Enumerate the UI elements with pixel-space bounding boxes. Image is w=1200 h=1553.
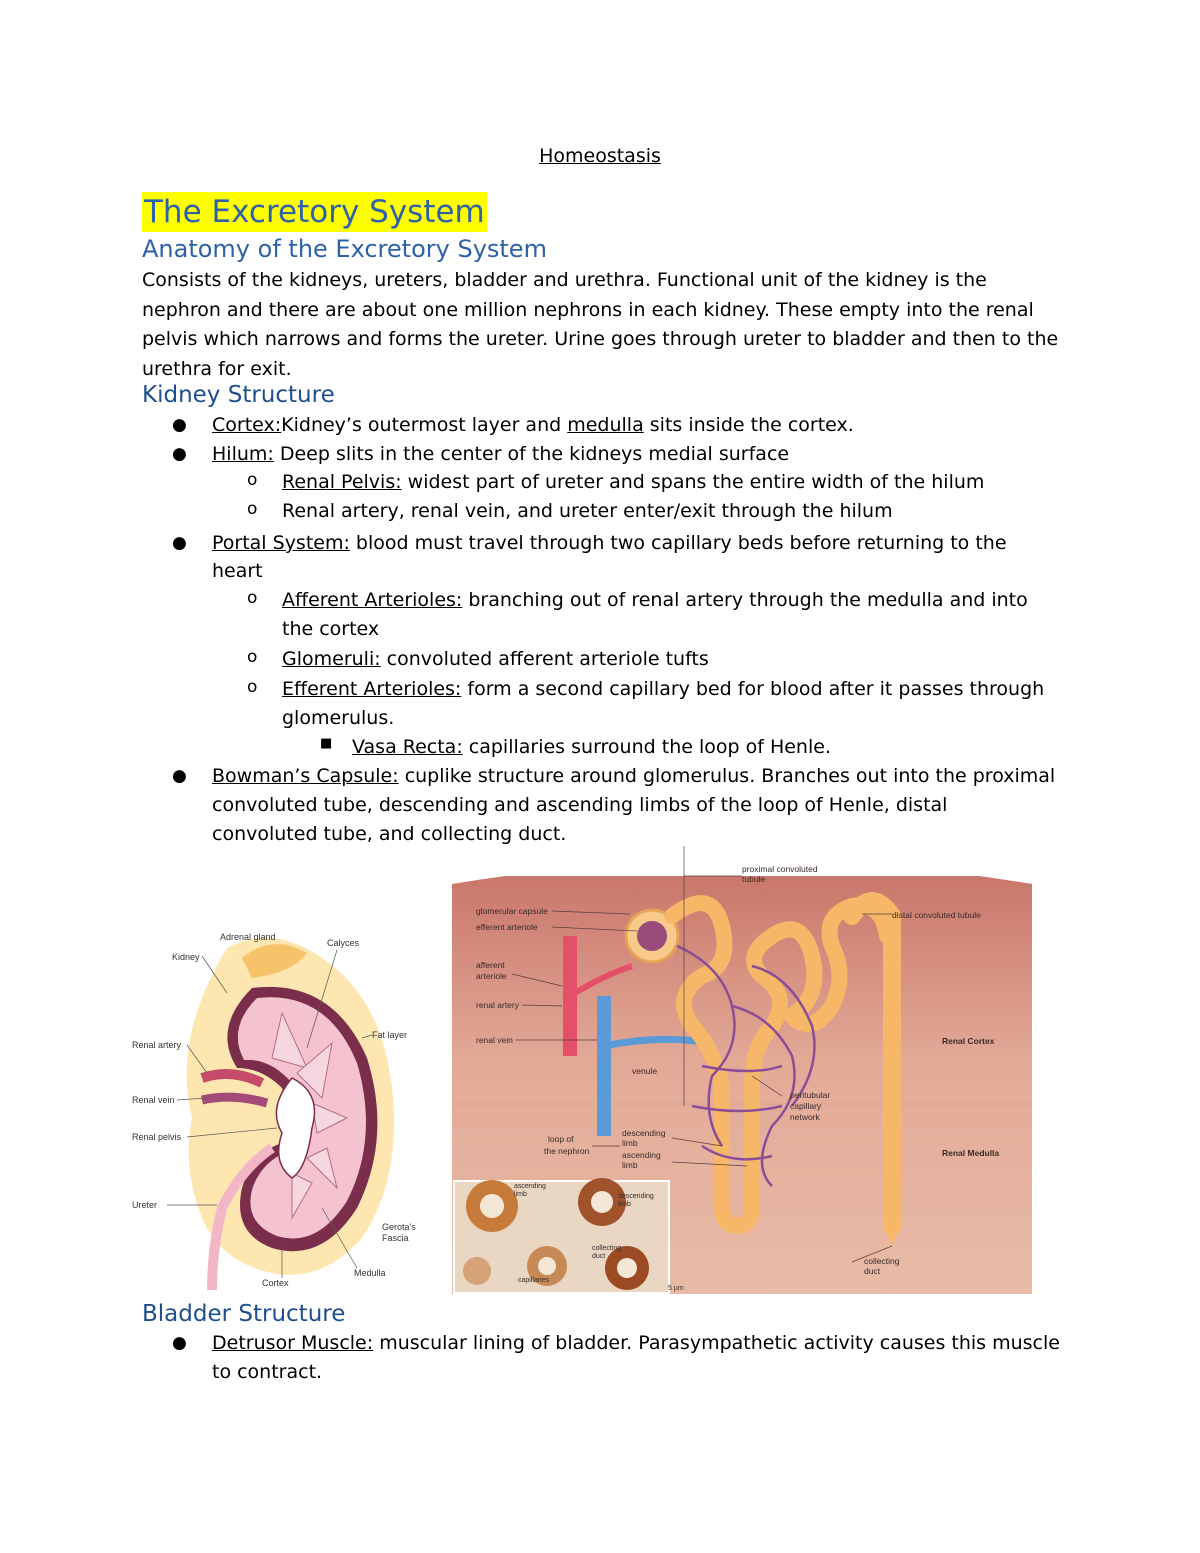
- bowman-text-2: convoluted tube, descending and ascending limbs of the loop of Henle, distal: [212, 794, 948, 816]
- bullet-disc-icon: ●: [172, 533, 187, 553]
- list-item-afferent: [282, 586, 1028, 616]
- label-fat-layer: Fat layer: [372, 1030, 408, 1040]
- list-item-cortex: [212, 411, 854, 441]
- bowman-text-3: convoluted tube, and collecting duct.: [212, 823, 567, 845]
- label-ascending-2: limb: [622, 1160, 638, 1170]
- label-micro-collecting-1: collecting: [592, 1245, 622, 1252]
- label-afferent-1: afferent: [476, 960, 505, 970]
- term-afferent: Afferent Arterioles:: [282, 589, 463, 611]
- bullet-disc-icon: ●: [172, 415, 187, 435]
- label-renal-vein: Renal vein: [132, 1095, 175, 1105]
- anatomy-heading: Anatomy of the Excretory System: [142, 235, 547, 263]
- label-gerotas: Gerota's: [382, 1222, 416, 1232]
- term-detrusor: Detrusor Muscle:: [212, 1332, 374, 1354]
- label-adrenal-gland: Adrenal gland: [220, 932, 276, 942]
- detrusor-text-1: muscular lining of bladder. Parasympathetic activity causes this muscle: [373, 1332, 1060, 1354]
- afferent-text-2: the cortex: [282, 618, 380, 640]
- cortex-text-b: sits inside the cortex.: [643, 414, 854, 436]
- portal-text-1: blood must travel through two capillary beds before returning to the: [349, 532, 1007, 554]
- label-ascending-1: ascending: [622, 1150, 661, 1160]
- list-item-hilum: [212, 440, 789, 470]
- list-item-renal-artery: Renal artery, renal vein, and ureter enter/exit through the hilum: [282, 500, 893, 522]
- label-glomerular-capsule: glomerular capsule: [476, 906, 548, 916]
- bullet-circle-icon: o: [247, 499, 258, 519]
- label-descending-2: limb: [622, 1138, 638, 1148]
- term-hilum: Hilum:: [212, 443, 274, 465]
- list-item-bowmans-capsule: [212, 762, 1055, 792]
- label-renal-cortex: Renal Cortex: [942, 1036, 995, 1046]
- glomerulus-shape: [637, 921, 667, 951]
- label-micro-ascending-2: limb: [514, 1191, 527, 1198]
- label-renal-medulla: Renal Medulla: [942, 1148, 1000, 1158]
- label-collecting-2: duct: [864, 1266, 881, 1276]
- term-vasa-recta: Vasa Recta:: [352, 736, 463, 758]
- label-descending-1: descending: [622, 1128, 666, 1138]
- main-heading: The Excretory System: [144, 194, 485, 230]
- label-calyces: Calyces: [327, 938, 360, 948]
- bullet-square-icon: ■: [320, 736, 333, 751]
- bullet-disc-icon: ●: [172, 1333, 187, 1353]
- label-micro-descending-1: descending: [618, 1193, 654, 1200]
- list-item-detrusor: [212, 1329, 1060, 1359]
- list-item-efferent: [282, 675, 1044, 705]
- vasa-recta-text: capillaries surround the loop of Henle.: [462, 736, 831, 758]
- term-cortex: Cortex:: [212, 414, 282, 436]
- label-peritubular-1: peritubular: [790, 1090, 831, 1100]
- label-ureter: Ureter: [132, 1200, 158, 1210]
- bullet-disc-icon: ●: [172, 766, 187, 786]
- list-item-glomeruli: [282, 645, 709, 675]
- anatomy-paragraph: Consists of the kidneys, ureters, bladder and urethra. Functional unit of the kidney is the nephron and there are about one million nephrons in each kidney. These empty into the renal pelvis which narrows and forms the ureter. Urine goes through ureter to bladder and then to the urethra for exit.: [142, 269, 1059, 380]
- bullet-circle-icon: o: [247, 677, 258, 697]
- label-peritubular-2: capillary: [790, 1101, 822, 1111]
- cortex-text-a: Kidney’s outermost layer and: [281, 414, 568, 436]
- label-medulla: Medulla: [354, 1268, 386, 1278]
- term-medulla: medulla: [567, 414, 644, 436]
- term-glomeruli: Glomeruli:: [282, 648, 381, 670]
- efferent-text-1: form a second capillary bed for blood after it passes through: [461, 678, 1045, 700]
- label-peritubular-3: network: [790, 1112, 820, 1122]
- nephron-diagram-figure: [452, 846, 1032, 1294]
- label-renal-vein: renal vein: [476, 1035, 513, 1045]
- list-item-vasa-recta: [352, 733, 831, 763]
- term-portal-system: Portal System:: [212, 532, 350, 554]
- label-micro-capillaries: capillaries: [518, 1277, 550, 1284]
- glomeruli-text: convoluted afferent arteriole tufts: [380, 648, 709, 670]
- label-collecting-1: collecting: [864, 1256, 900, 1266]
- label-micro-collecting-2: duct: [592, 1253, 606, 1260]
- label-kidney: Kidney: [172, 952, 200, 962]
- hilum-text: Deep slits in the center of the kidneys medial surface: [273, 443, 790, 465]
- renal-pelvis-text: widest part of ureter and spans the entire width of the hilum: [401, 471, 985, 493]
- label-micro-ascending-1: ascending: [514, 1183, 546, 1190]
- list-item-portal-system: [212, 529, 1007, 559]
- portal-text-2: heart: [212, 560, 263, 582]
- detrusor-text-2: to contract.: [212, 1361, 323, 1383]
- label-afferent-2: arteriole: [476, 971, 507, 981]
- bullet-circle-icon: o: [247, 647, 258, 667]
- label-venule: venule: [632, 1066, 658, 1076]
- label-pct-1: proximal convoluted: [742, 864, 818, 874]
- term-bowmans-capsule: Bowman’s Capsule:: [212, 765, 399, 787]
- bullet-disc-icon: ●: [172, 444, 187, 464]
- label-micro-descending-2: limb: [618, 1201, 631, 1208]
- label-efferent-arteriole: efferent arteriole: [476, 922, 538, 932]
- term-efferent: Efferent Arterioles:: [282, 678, 462, 700]
- label-renal-pelvis: Renal pelvis: [132, 1132, 182, 1142]
- label-dct: distal convoluted tubule: [892, 910, 981, 920]
- label-scale-bar: 5 µm: [668, 1285, 684, 1292]
- label-renal-artery: renal artery: [476, 1000, 519, 1010]
- bladder-structure-heading: Bladder Structure: [142, 1301, 346, 1327]
- label-loop-2: the nephron: [544, 1146, 590, 1156]
- label-renal-artery: Renal artery: [132, 1040, 182, 1050]
- efferent-text-2: glomerulus.: [282, 707, 395, 729]
- label-pct-2: tubule: [742, 874, 766, 884]
- label-fascia: Fascia: [382, 1233, 409, 1243]
- label-cortex: Cortex: [262, 1278, 289, 1288]
- afferent-text-1: branching out of renal artery through the medulla and into: [462, 589, 1028, 611]
- bullet-circle-icon: o: [247, 588, 258, 608]
- kidney-structure-heading: Kidney Structure: [142, 382, 335, 408]
- kidney-cross-section-figure: [132, 918, 432, 1290]
- bowman-text-1: cuplike structure around glomerulus. Branches out into the proximal: [398, 765, 1056, 787]
- label-loop-1: loop of: [548, 1134, 574, 1144]
- term-renal-pelvis: Renal Pelvis:: [282, 471, 402, 493]
- list-item-renal-pelvis: [282, 468, 984, 498]
- document-header-title: Homeostasis: [539, 145, 661, 167]
- bullet-circle-icon: o: [247, 470, 258, 490]
